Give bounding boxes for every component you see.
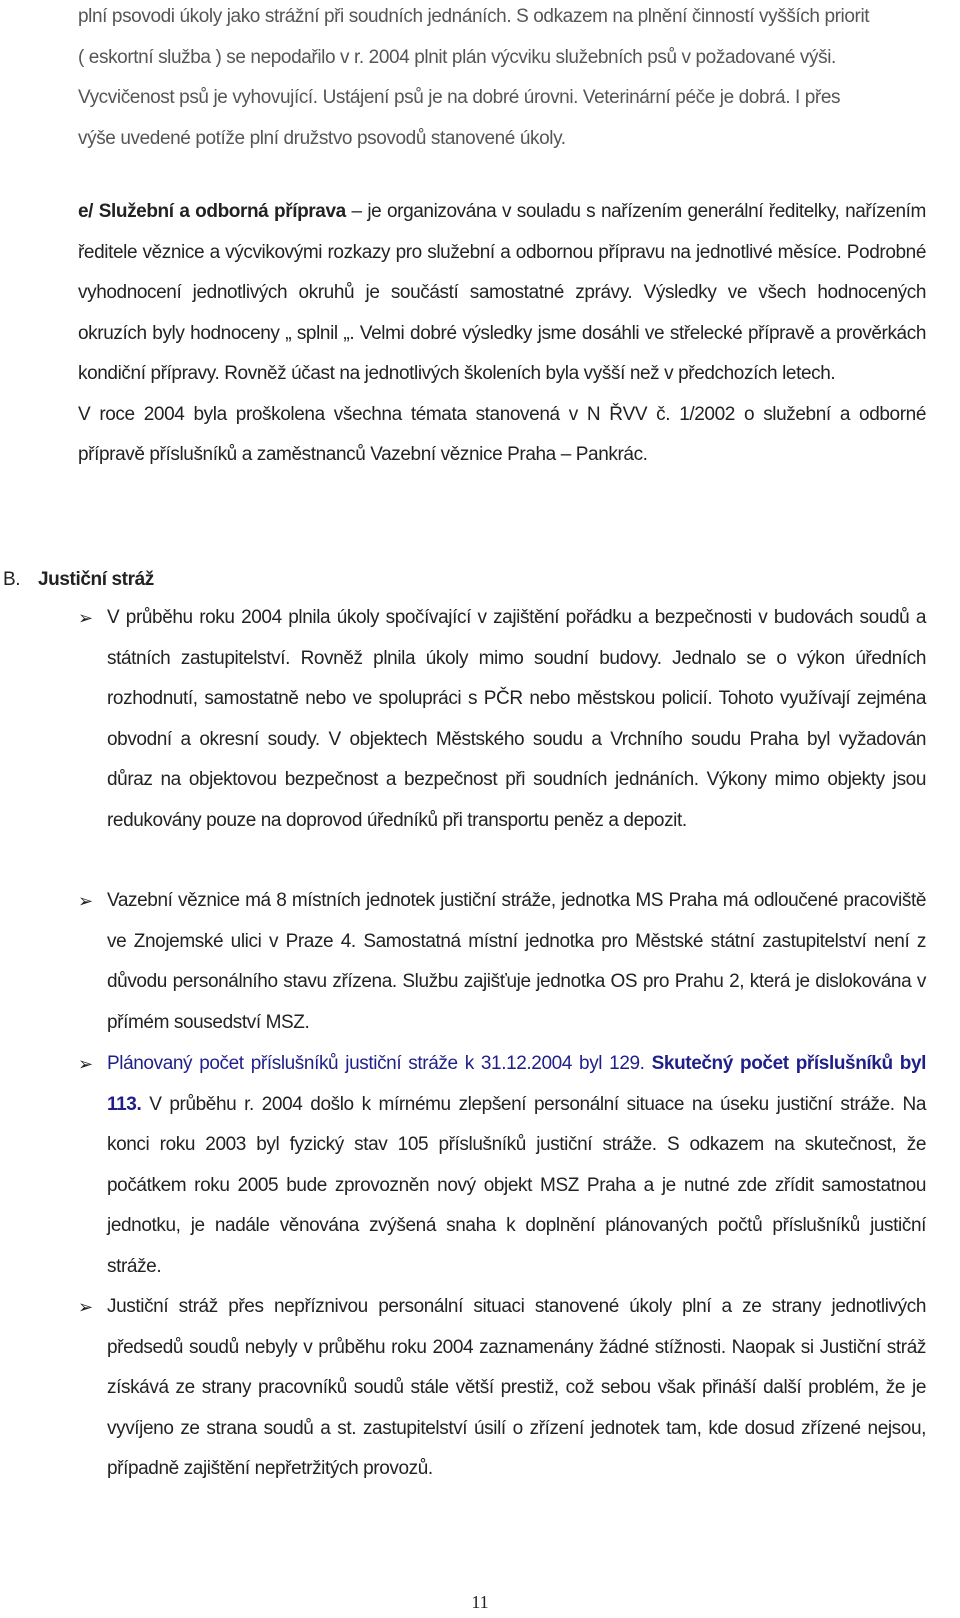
bullet-text: V průběhu roku 2004 plnila úkoly spočívající v zajištění pořádku a bezpečnosti v budovách soudů a státních zastupitelství. Rovněž plnila úkoly mimo soudní budovy. Jednalo se o výkon úředních rozhodnutí, samostatně nebo ve spolupráci s PČR nebo městskou policií. Tohoto využívají zejména obvodní a okresní soudy. V objektech Městského soudu a Vrchního soudu Praha byl vyžadován důraz na objektovou bezpečnost a bezpečnost při soudních jednáních. Výkony mimo objekty jsou redukovány pouze na doprovod úředníků při transportu peněz a depozit. xyxy=(107,607,926,831)
intro-line: ( eskortní služba ) se nepodařilo v r. 2004 plnit plán výcviku služebních psů v požadované výši. xyxy=(78,46,836,68)
arrow-bullet-icon: ➢ xyxy=(78,1297,93,1317)
arrow-bullet-icon: ➢ xyxy=(78,891,93,911)
section-b-title: Justiční stráž xyxy=(38,569,154,590)
section-e-paragraph xyxy=(78,192,926,476)
bullet-text xyxy=(107,1044,926,1287)
section-e-text: – je organizována v souladu s nařízením generální ředitelky, nařízením ředitele věznice a výcvikovými rozkazy pro služební a odbornou přípravu na jednotlivé měsíce. Podrobné vyhodnocení jednotlivých okruhů je součástí samostatné zprávy. Výsledky ve všech hodnocených okruzích byly hodnoceny „ splnil „. Velmi dobré výsledky jsme dosáhli ve střelecké přípravě a prověrkách kondiční přípravy. Rovněž účast na jednotlivých školeních byla vyšší než v předchozích letech. xyxy=(78,201,926,384)
bullet-rest: V průběhu r. 2004 došlo k mírnému zlepšení personální situace na úseku justiční stráže. Na konci roku 2003 byl fyzický stav 105 příslušníků justiční stráže. S odkazem na skutečnost, že počátkem roku 2005 bude zprovozněn nový objekt MSZ Praha a je nutné zde zřídit samostatnou jednotku, je nadále věnována zvýšená snaha k doplnění plánovaných počtů příslušníků justiční stráže. xyxy=(107,1093,926,1277)
intro-line: výše uvedené potíže plní družstvo psovodů stanovené úkoly. xyxy=(78,127,566,149)
section-b-number: B. xyxy=(3,569,21,590)
bullet-text: Vazební věznice má 8 místních jednotek justiční stráže, jednotka MS Praha má odloučené pracoviště ve Znojemské ulici v Praze 4. Samostatná místní jednotka pro Městské státní zastupitelství není z důvodu personálního stavu zřízena. Službu zajišťuje jednotka OS pro Prahu 2, která je dislokována v přímém sousedství MSZ. xyxy=(107,890,926,1033)
intro-paragraph xyxy=(78,0,926,159)
intro-line: Vycvičenost psů je vyhovující. Ustájení psů je na dobré úrovni. Veterinární péče je dobrá. I přes xyxy=(78,87,841,108)
bullet-text: Justiční stráž přes nepříznivou personální situaci stanovené úkoly plní a ze strany jednotlivých předsedů soudů nebyly v průběhu roku 2004 zaznamenány žádné stížnosti. Naopak si Justiční stráž získává ze strany pracovníků soudů stále větší prestiž, což sebou však přináší další problém, že je vyvíjeno ze strana soudů a st. zastupitelství úsilí o zřízení jednotek tam, kde dosud zřízené nejsou, případně zajištění nepřetržitých provozů. xyxy=(107,1296,926,1479)
actual-count: Skutečný počet příslušníků byl 113. xyxy=(107,1053,927,1115)
arrow-bullet-icon: ➢ xyxy=(78,608,93,628)
planned-count: Plánovaný počet příslušníků justiční stráže k 31.12.2004 byl 129. xyxy=(107,1053,645,1074)
section-e-training-note: V roce 2004 byla proškolena všechna témata stanovená v N ŘVV č. 1/2002 o služební a odborné přípravě příslušníků a zaměstnanců Vazební věznice Praha – Pankrác. xyxy=(78,403,926,465)
page-number: 11 xyxy=(471,1592,489,1612)
arrow-bullet-icon: ➢ xyxy=(78,1054,93,1074)
section-e-body xyxy=(78,192,926,395)
section-e-heading: e/ Služební a odborná příprava xyxy=(78,201,346,222)
intro-line: plní psovodi úkoly jako strážní při soudních jednáních. S odkazem na plnění činností vyšších priorit xyxy=(78,6,870,27)
